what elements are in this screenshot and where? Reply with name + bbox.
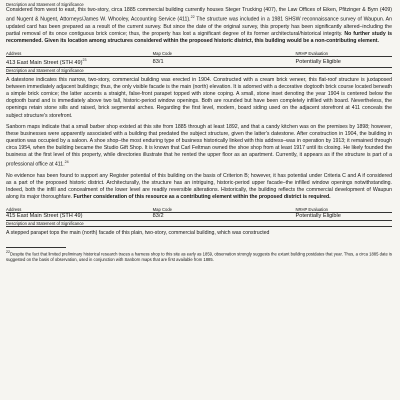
address-value: 415 East Main Street (STH 49) <box>6 213 153 221</box>
property-record-table <box>6 207 392 221</box>
footnote-marker[interactable]: 23 <box>82 58 87 63</box>
mapcode-header: Map Code <box>153 207 296 213</box>
mapcode-value: 83/2 <box>153 213 296 221</box>
recommendation-text: Further consideration of this resource as a contributing element within the proposed district is required. <box>73 194 331 201</box>
footnote-marker[interactable]: 24 <box>64 160 69 165</box>
nrhp-value: Potentially Eligible <box>295 213 392 221</box>
address-text: 413 East Main Street (STH 49) <box>6 60 83 67</box>
paragraph-text: The structure was included in a 1981 SHSW reconnaissance survey of Waupun. An updated card has been prepared as a result of the current survey. But since the date of the original survey, this property has been significantly altered–including the partial removal of its once contiguous brick cornice; thus, the property has lost a significant degree of its former architectural/historical integrity. <box>6 16 393 38</box>
recommendation-text: No further study is recommended. Given its location among structures considered within the proposed historic district, this building would be a non-contributing element. <box>6 31 392 45</box>
description-label: Description and Statement of Significance <box>6 221 392 227</box>
paragraph-text: Considered from west to east, this two-story, circa 1885 commercial building currently houses Steger Trucking (407), the Law Offices of Eiken, Pfitzinger & Byrn (409) and Nugent & Nugent, Attorneys/James W. Whooley, Accounting Service (411). <box>6 7 392 23</box>
footnote-number: 22 <box>6 250 10 255</box>
footnote-text: Despite the fact that limited preliminary historical research traces a harness shop to this site as early as 1859, observation strongly suggests the extant building postdates that year. Thus, a circa 1885 date is suggested on the basis of observation, used in conjunction with Sanborn maps that are first available from 1885. <box>6 251 392 263</box>
paragraph-text: No evidence has been found to support any Register potential of this building on the basis of Criterion B; however, it has potential under Criteria C and A if considered as a part of the proposed historic district. Architecturally, the structure has an intriguing, historic-period upper facade–the infilled window openings notwithstanding. Indeed, both the infill and concealment of the lower level are readily reversible alterations. Historically, the building reflects the commercial development of Waupun along its major thoroughfare. <box>6 172 392 201</box>
footnote-divider <box>6 247 66 248</box>
footnote-marker[interactable]: 22 <box>190 15 195 20</box>
nrhp-header: NRHP Evaluation <box>295 207 392 213</box>
paragraph: A datestone indicates this narrow, two-story, commercial building was erected in 1904. Constructed with a cream brick veneer, this flat-roof structure is juxtaposed between immediately adjacent buildings; thus, the only visible facade is the main (north) elevation. It is adorned with a decorative dogtooth brick course located beneath a simple brick cornice; the latter accents a straight, false-front parapet topped with stone coping. A small, stone inset denoting the year 1904 is centered below the dogtooth band and is immediately above two tall, historic-period window openings. Both are rounded but have been completely infilled with board. Nevertheless, the openings retain stone sills and raised, brick segmental arches. Regarding the first level, modern, board siding used on the adjacent storefront at 411 conceals the subject structure's storefront. <box>6 77 392 119</box>
paragraph <box>6 7 392 45</box>
description-label: Description and Statement of Significance <box>6 68 392 74</box>
footnote <box>6 250 392 262</box>
mapcode-header: Map Code <box>153 51 296 57</box>
address-value <box>6 57 153 68</box>
property-record-table <box>6 51 392 68</box>
nrhp-value: Potentially Eligible <box>295 57 392 68</box>
paragraph-text: Sanborn maps indicate that a small barber shop existed at this site from 1885 through at least 1892, and that a candy kitchen was on the premises by 1898; however, these businesses were apparently associated with a building that predated the subject structure, given the latter's datestone. After construction in 1904, the building in question was occupied by a saloon. A shoe shop–the most enduring type of business historically linked with this address–was in operation by 1913; it remained through circa 1954, when the building became the Studio Gift Shop. It is known that Carl Feltman owned the shoe shop from at least 1917 until its closing. He likely founded the business at the first level of this property, while directories illustrate that he rented the upper floor as an apartment. Currently, it appears as if the structure is part of a professional office at 411. <box>6 123 392 168</box>
nrhp-header: NRHP Evaluation <box>295 51 392 57</box>
address-header: Address <box>6 51 153 57</box>
mapcode-value: 83/1 <box>153 57 296 68</box>
section-header: Description and Statement of Significance <box>6 2 84 7</box>
paragraph <box>6 124 392 169</box>
paragraph: A stepped parapet tops the main (north) facade of this plain, two-story, commercial building, which was constructed <box>6 230 270 237</box>
address-header: Address <box>6 207 153 213</box>
paragraph <box>6 173 392 201</box>
